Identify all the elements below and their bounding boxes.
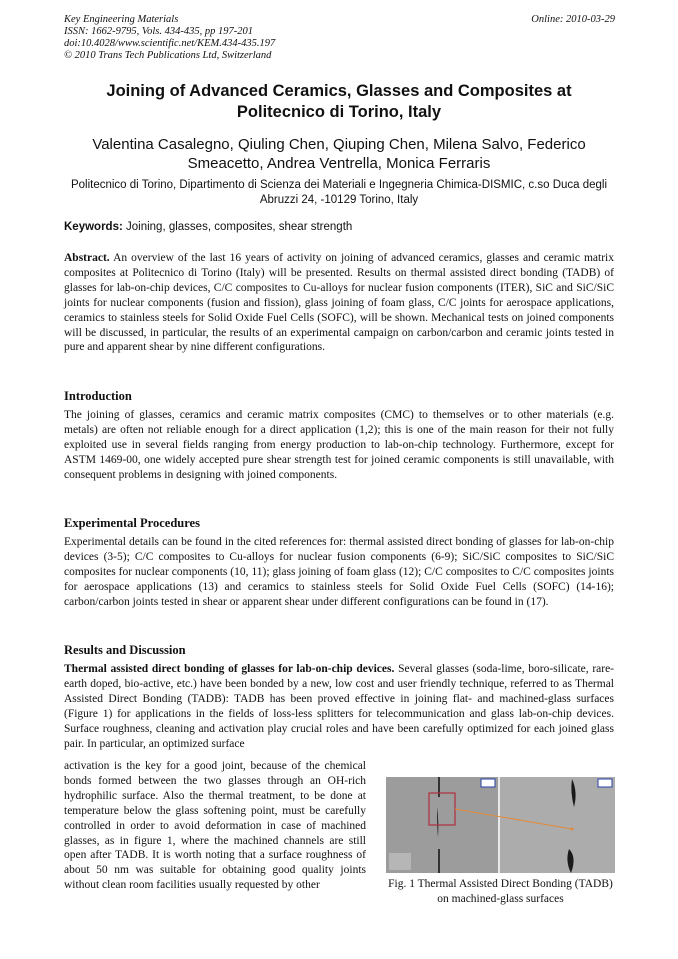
issn-line: ISSN: 1662-9795, Vols. 434-435, pp 197-201 <box>64 26 253 37</box>
micrograph-image <box>386 777 615 873</box>
results-paragraph-column: activation is the key for a good joint, because of the chemical bonds formed between the two glasses through an OH-rich hydrophilic surface. Also the thermal treatment, to be done at temperature below the glass softening point, must be carefully controlled in order to avoid deformation in case of machined glasses, as in figure 1, where the machined channels are still open after TADB. It is worth noting that a surface roughness of about 50 nm was suitable for obtaining good quality joints without clean room facilities usually requested by other <box>64 760 366 892</box>
results-paragraph-full-width <box>64 662 614 751</box>
keywords-label: Keywords: <box>64 221 123 233</box>
experimental-paragraph: Experimental details can be found in the cited references for: thermal assisted direct bonding of glasses for lab-on-chip devices (3-5); C/C composites to Cu-alloys for nuclear fusion components (6-9); SiC/SiC composites to SiC/SiC composites for nuclear components (10, 11); glass joining of foam glass (12); C/C composites to C/C composites joints for aerospace applications (13) and ceramics to stainless steels for Solid Oxide Fuel Cells (SOFC) (14-16); carbon/carbon joints tested in shear or apparent shear under different configurations can be found in (17). <box>64 536 614 608</box>
figure-1-caption: Fig. 1 Thermal Assisted Direct Bonding (TADB) on machined-glass surfaces <box>388 878 613 905</box>
keywords-text: Joining, glasses, composites, shear strength <box>126 221 353 233</box>
introduction-paragraph: The joining of glasses, ceramics and ceramic matrix composites (CMC) to themselves or to other materials (e.g. metals) are often not reliable enough for a direct application (1,2); this is one of the main reason for their not fully exploited use in several fields ranging from energy production to lab-on-chip technology. Furthermore, except for ASTM 1469-00, one widely accepted pure shear strength test for joined ceramic components is still unavailable, with consequent problems in designing with joined components. <box>64 409 614 481</box>
author-list: Valentina Casalegno, Qiuling Chen, Qiuping Chen, Milena Salvo, Federico Smeacetto, Andrea Ventrella, Monica Ferraris <box>92 136 586 172</box>
results-text-1: Several glasses (soda-lime, boro-silicate, rare-earth doped, bio-active, etc.) have been bonded by a new, low cost and user friendly technique, referred to as Thermal Assisted Direct Bonding (TADB): TADB has been proved effective in joining flat- and machined-glass surfaces (Figure 1) for applications in the fields of loss-less splitters for telecommunication and glass lab-on-chip devices. Surface roughness, cleaning and activation play crucial roles and have been carefully optimized for each joined glass pair. In particular, an optimized surface <box>64 663 615 750</box>
abstract-text: An overview of the last 16 years of activity on joining of advanced ceramics, glasses and ceramic matrix composites at Politecnico di Torino (Italy) will be presented. Results on thermal assisted direct bonding (TADB) of glasses for lab-on-chip devices, C/C composites to Cu-alloys for nuclear fusion components (ITER), SiC and SiC/SiC joints for nuclear components (fusion and fission), glass joining of foam glass, C/C joints for aerospace applications, ceramics to stainless steels for Solid Oxide Fuel Cells (SOFC), will be shown. Mechanical tests on joined components will be discussed, in particular, the results of an experimental campaign on carbon/carbon and ceramic joints tested in pure and apparent shear by nine different configurations. <box>64 252 614 354</box>
copyright-line: © 2010 Trans Tech Publications Ltd, Switzerland <box>64 50 272 61</box>
doi-line: doi:10.4028/www.scientific.net/KEM.434-435.197 <box>64 38 276 49</box>
keywords-line <box>64 221 614 233</box>
figure-1-micrograph <box>386 777 615 873</box>
journal-metadata <box>64 14 275 62</box>
experimental-heading: Experimental Procedures <box>64 516 200 530</box>
online-date: Online: 2010-03-29 <box>531 14 615 25</box>
introduction-heading: Introduction <box>64 389 132 403</box>
abstract-label: Abstract. <box>64 252 110 264</box>
journal-name: Key Engineering Materials <box>64 14 179 25</box>
results-subheading: Thermal assisted direct bonding of glasses for lab-on-chip devices. <box>64 663 395 675</box>
results-heading: Results and Discussion <box>64 643 186 657</box>
affiliation: Politecnico di Torino, Dipartimento di Scienza dei Materiali e Ingegneria Chimica-DISMIC, c.so Duca degli Abruzzi 24, -10129 Torino, Italy <box>70 179 608 206</box>
abstract-paragraph <box>64 251 614 355</box>
paper-title: Joining of Advanced Ceramics, Glasses and Composites at Politecnico di Torino, Italy <box>106 82 572 121</box>
